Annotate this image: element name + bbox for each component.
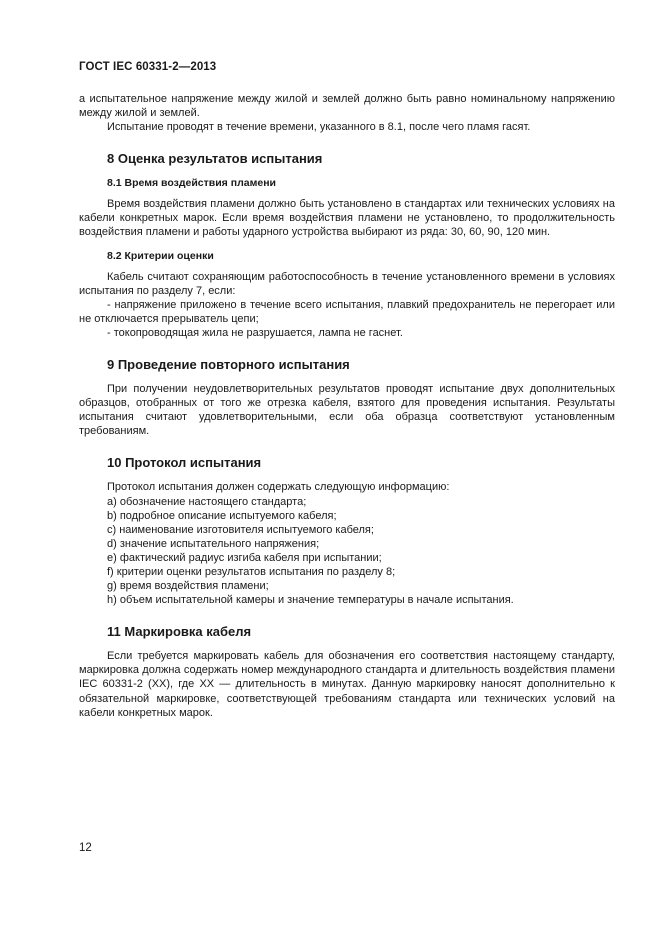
- section-10-heading: 10 Протокол испытания: [107, 455, 262, 471]
- list-item: a) обозначение настоящего стандарта;: [107, 495, 307, 508]
- subsection-8-1-text: Время воздействия пламени должно быть установлено в стандартах или технических условиях на кабели конкретных марок. Если время воздействия пламени не установлено, то продолжительность воздействия пламени и работы ударного устройства выбирают из ряда: 30, 60, 90, 120 мин.: [79, 198, 615, 239]
- document-header: ГОСТ IEC 60331-2—2013: [79, 61, 217, 73]
- subsection-8-1-heading: 8.1 Время воздействия пламени: [107, 177, 276, 190]
- section-9-text: При получении неудовлетворительных результатов проводят испытание двух дополнительных образцов, отобранных от того же отрезка кабеля, взятого для проведения испытания. Результаты испытания считают удовлетворительными, если оба образца соответствуют установленным требованиям.: [79, 383, 615, 438]
- criteria-item-2: - токопроводящая жила не разрушается, лампа не гаснет.: [107, 326, 403, 339]
- subsection-8-2-heading: 8.2 Критерии оценки: [107, 249, 214, 262]
- list-item: f) критерии оценки результатов испытания по разделу 8;: [107, 565, 396, 578]
- section-8-heading: 8 Оценка результатов испытания: [107, 151, 323, 167]
- subsection-8-2-text: Кабель считают сохраняющим работоспособность в течение установленного времени в условиях испытания по разделу 7, если:: [79, 270, 615, 297]
- criteria-item-1: - напряжение приложено в течение всего испытания, плавкий предохранитель не перегорает или не отключается прерыватель цепи;: [79, 298, 615, 325]
- document-body: [79, 92, 615, 720]
- page-number: 12: [79, 842, 92, 854]
- section-10-intro: Протокол испытания должен содержать следующую информацию:: [107, 481, 450, 494]
- list-item: b) подробное описание испытуемого кабеля;: [107, 509, 337, 522]
- list-item: d) значение испытательного напряжения;: [107, 537, 320, 550]
- list-item: h) объем испытательной камеры и значение температуры в начале испытания.: [107, 594, 514, 607]
- section-9-heading: 9 Проведение повторного испытания: [107, 357, 350, 373]
- section-11-text: Если требуется маркировать кабель для обозначения его соответствия настоящему стандарту, маркировка должна содержать номер международного стандарта и длительность воздействия пламени IEC 60331-2 (XX), где XX — длительность в минутах. Данную маркировку наносят дополнительно к обязательной маркировке, соответствующей требованиям стандарта или технических условий на кабели конкретных марок.: [79, 650, 615, 719]
- list-item: c) наименование изготовителя испытуемого кабеля;: [107, 523, 374, 536]
- list-item: e) фактический радиус изгиба кабеля при испытании;: [107, 551, 382, 564]
- section-11-heading: 11 Маркировка кабеля: [107, 624, 252, 640]
- intro-paragraph: а испытательное напряжение между жилой и землей должно быть равно номинальному напряжению между жилой и землей.: [79, 93, 615, 120]
- protocol-items-list: [79, 495, 615, 608]
- intro-paragraph-2: Испытание проводят в течение времени, указанного в 8.1, после чего пламя гасят.: [107, 121, 531, 134]
- list-item: g) время воздействия пламени;: [107, 580, 269, 593]
